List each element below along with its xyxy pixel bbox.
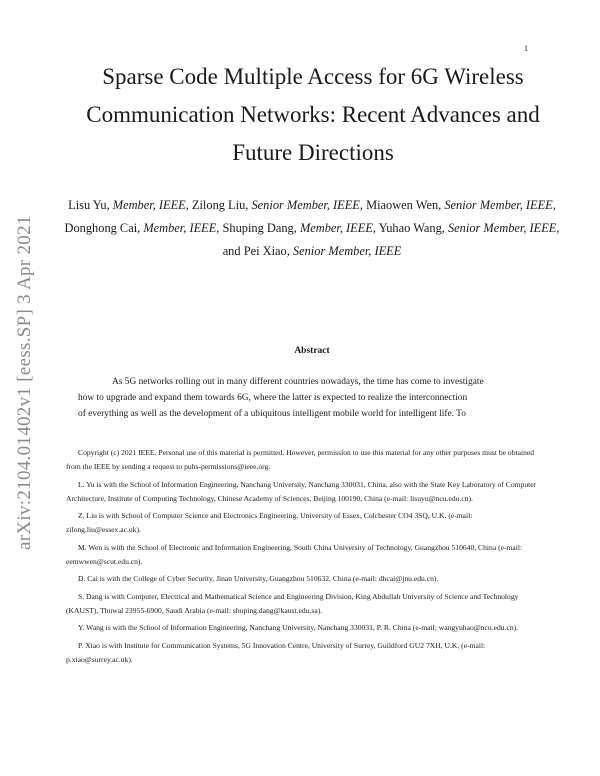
author-role: Senior Member, IEEE: [447, 221, 557, 235]
abstract-line: how to upgrade and expand them towards 6G, where the latter is expected to realize the interconnection: [78, 393, 468, 403]
affiliation-footnote: S. Dang is with Computer, Electrical and Mathematical Science and Engineering Division, King Abdullah University of Science and Technology (KAUST), Thuwal 23955-6900, Saudi Arabia (e-mail: shuping.dang@kaust.edu.sa).: [66, 591, 519, 615]
affiliation-footnote: L. Yu is with the School of Information Engineering, Nanchang University, Nanchang 330031, China, also with the State Key Laboratory of Computer Architecture, Institute of Computing Technology, Chinese Academy of Sciences, Beijing 100190, China (e-mail: lisuyu@ncu.edu.cn).: [66, 479, 537, 503]
abstract-line: of everything as well as the development of a ubiquitous intelligent mobile world for intelligent life. To: [78, 409, 466, 419]
author-role: Member, IEEE: [299, 221, 373, 235]
abstract-body: [78, 374, 546, 422]
author-role: Senior Member, IEEE: [251, 198, 360, 212]
affiliation-footnote: P. Xiao is with Institute for Communication Systems, 5G Innovation Centre, University of Surrey, Guildford GU2 7XH, U.K. (e-mail: p.xiao@surrey.ac.uk).: [66, 640, 486, 664]
paper-title: Sparse Code Multiple Access for 6G Wireless Communication Networks: Recent Advances and Future Directions: [86, 64, 540, 165]
arxiv-side-stamp: [14, 190, 42, 550]
copyright-notice: Copyright (c) 2021 IEEE. Personal use of this material is permitted. However, permission to use this material for any other purposes must be obtained from the IEEE by sending a request to pubs-permissions@ieee.org.: [66, 448, 535, 472]
author-name: Shuping Dang: [222, 221, 294, 235]
footnotes: [66, 446, 542, 667]
abstract-line: As 5G networks rolling out in many different countries nowadays, the time has come to investigate: [112, 377, 484, 387]
author-name: Lisu Yu: [68, 198, 107, 212]
page-number: 1: [524, 44, 528, 53]
affiliation-footnote: D. Cai is with the College of Cyber Security, Jinan University, Guangzhou 510632, China (e-mail: dhcai@jnu.edu.cn).: [78, 574, 439, 584]
affiliation-footnote: Y. Wang is with the School of Information Engineering, Nanchang University, Nanchang 330031, P. R. China (e-mail: wangyuhao@ncu.edu.cn).: [78, 623, 519, 633]
author-name: Zilong Liu: [191, 198, 246, 212]
author-role: Senior Member, IEEE: [444, 198, 553, 212]
author-name: Pei Xiao: [243, 244, 287, 258]
arxiv-identifier: arXiv:2104.01402v1 [eess.SP] 3 Apr 2021: [14, 215, 35, 550]
author-role: Member, IEEE: [112, 198, 186, 212]
author-role: Senior Member, IEEE: [292, 244, 402, 258]
affiliation-footnote: M. Wen is with the School of Electronic and Information Engineering, South China University of Technology, Guangzhou 510640, China (e-mail: eemwwen@scut.edu.cn).: [66, 542, 523, 566]
author-name: Yuhao Wang: [378, 221, 442, 235]
author-role: Member, IEEE: [143, 221, 217, 235]
affiliation-footnote: Z. Liu is with School of Computer Science and Electronics Engineering, University of Essex, Colchester CO4 3SQ, U.K. (e-mail: zilong.liu@essex.ac.uk).: [66, 511, 473, 535]
author-list: Lisu Yu, Member, IEEE, Zilong Liu, Senior Member, IEEE, Miaowen Wen, Senior Member, IEEE, Donghong Cai, Member, IEEE, Shuping Dang, Member, IEEE, Yuhao Wang, Senior Member, IEEE, and Pei Xiao, Senior Member, IEEE: [64, 198, 560, 258]
abstract-heading: Abstract: [294, 346, 330, 356]
author-name: Donghong Cai: [64, 221, 138, 235]
author-name: Miaowen Wen: [366, 198, 439, 212]
